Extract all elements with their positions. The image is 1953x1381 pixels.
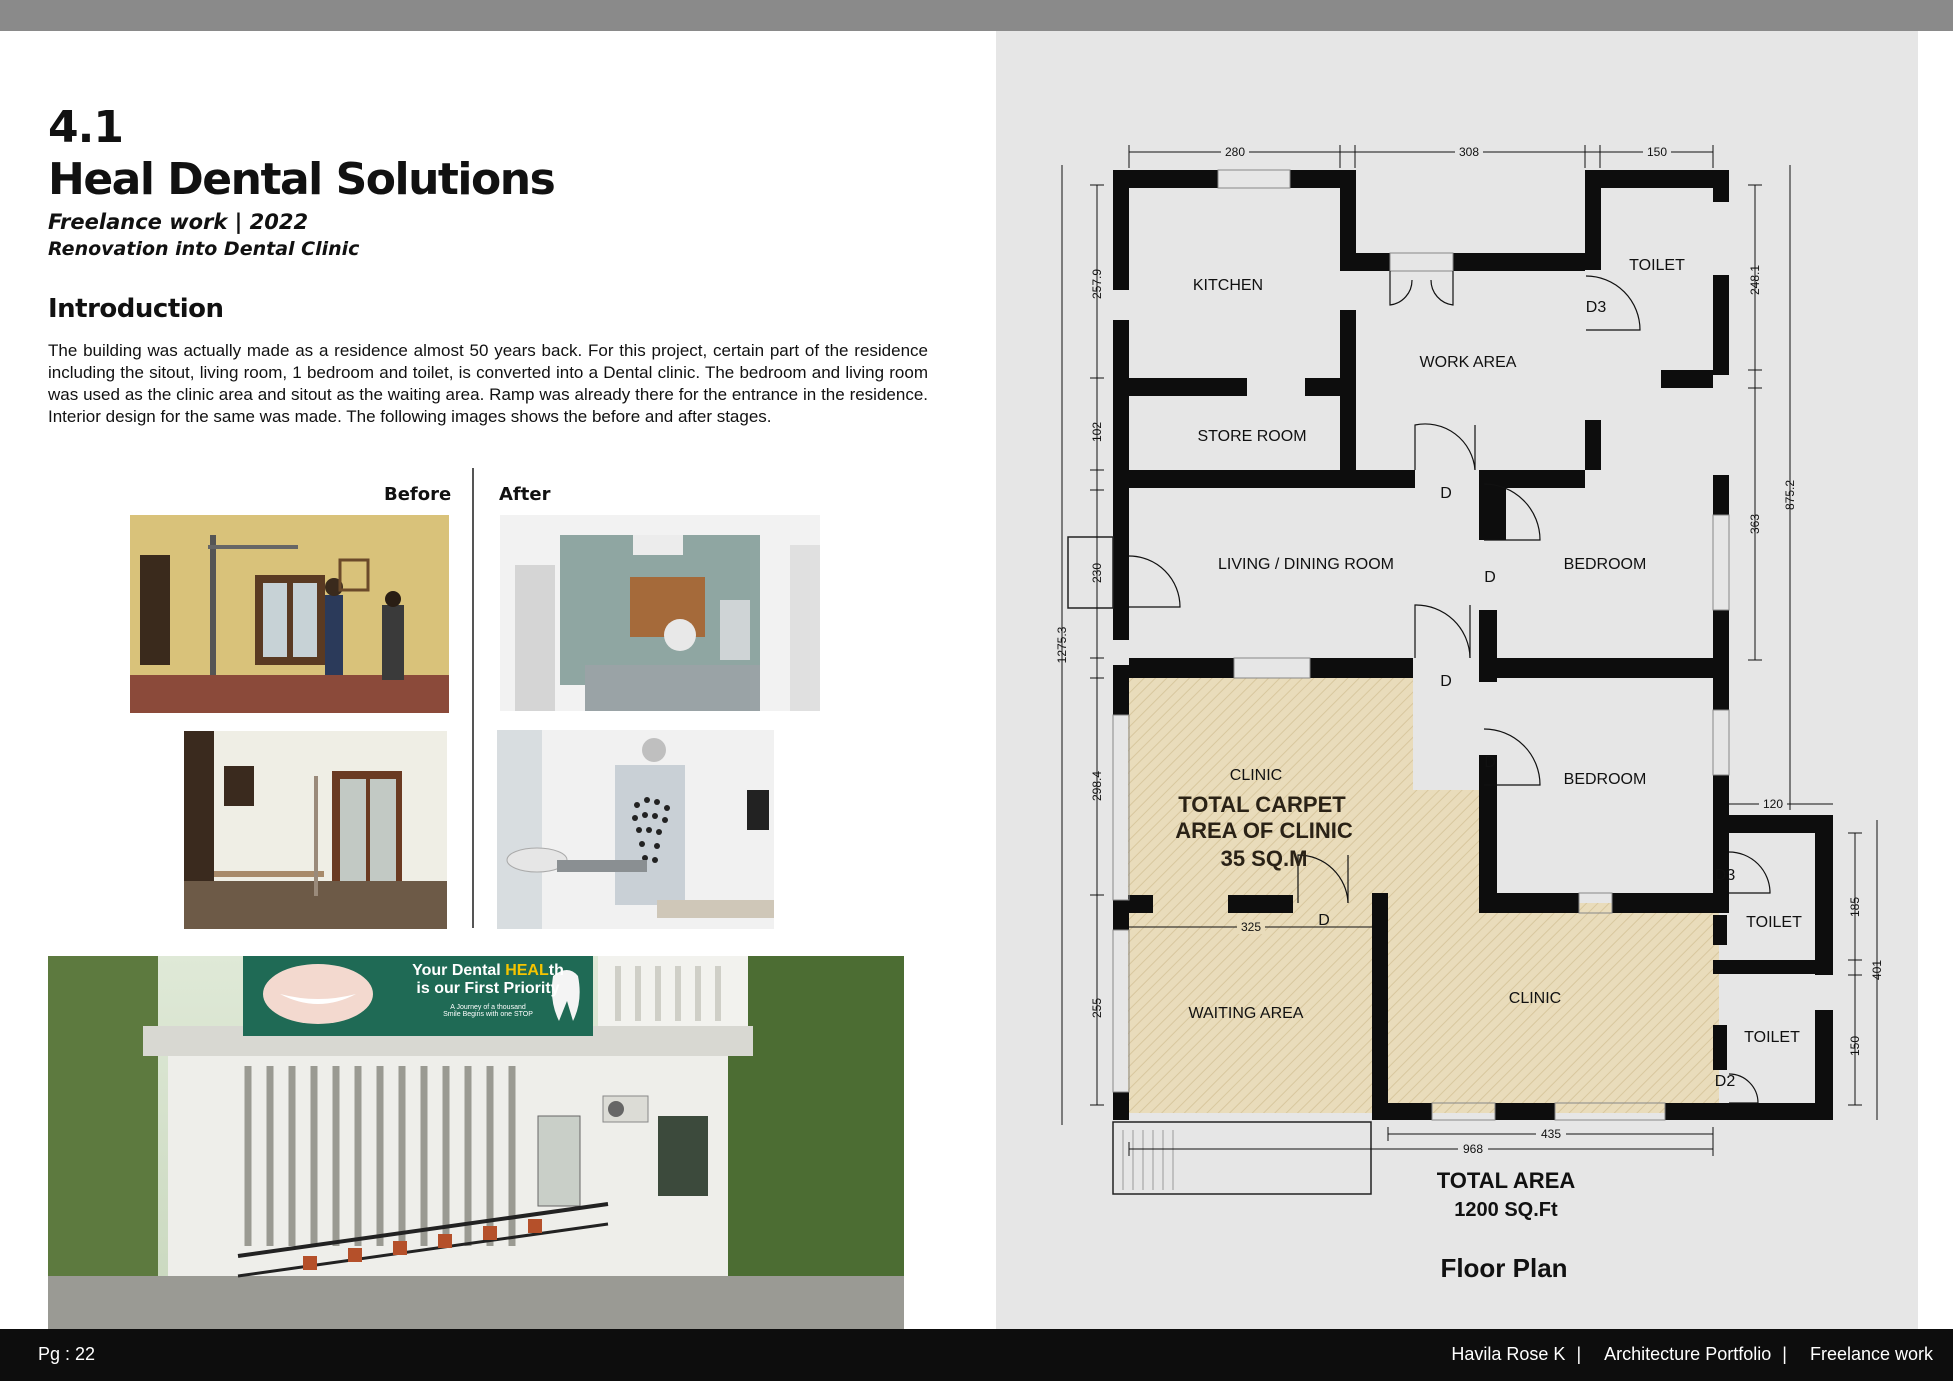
door-d-clinic: D [1318, 912, 1330, 929]
dim-left-total: 1275.3 [1055, 626, 1069, 664]
gallery-divider [472, 468, 474, 928]
door-d-bedroom: D [1440, 673, 1452, 690]
room-toilet-top: TOILET [1629, 257, 1685, 274]
signboard-line1-suffix: th [548, 962, 564, 979]
room-clinic: CLINIC [1508, 990, 1562, 1007]
section-number: 4.1 [48, 102, 123, 153]
door-d2: D2 [1714, 1073, 1736, 1090]
door-d-living: D [1484, 569, 1496, 586]
introduction-heading: Introduction [48, 294, 224, 324]
room-waiting: WAITING AREA [1188, 1005, 1304, 1022]
dim-waiting-325: 325 [1240, 920, 1262, 934]
dim-toilet-120: 120 [1762, 797, 1784, 811]
dim-bottom-968: 968 [1462, 1142, 1484, 1156]
after-photo-2 [497, 730, 774, 929]
signboard-tagline2: Smile Begins with one STOP [443, 1011, 533, 1018]
after-label: After [499, 484, 551, 505]
signboard-tagline1: A Journey of a thousand [450, 1004, 526, 1011]
subtitle-renovation: Renovation into Dental Clinic [48, 238, 360, 260]
room-store: STORE ROOM [1197, 428, 1307, 445]
dim-right-248: 248.1 [1748, 264, 1762, 296]
footer-portfolio: Architecture Portfolio [1604, 1344, 1772, 1364]
carpet-line1: TOTAL CARPET [1178, 792, 1346, 817]
before-photo-2 [184, 731, 447, 929]
floor-plan-title: Floor Plan [1440, 1253, 1568, 1283]
room-living: LIVING / DINING ROOM [1217, 556, 1395, 573]
door-d-bedroom2: D [1484, 754, 1496, 771]
room-kitchen: KITCHEN [1192, 277, 1264, 294]
footer [0, 1329, 1953, 1381]
dim-top-280: 280 [1224, 145, 1246, 159]
exterior-photo [48, 956, 904, 1329]
room-toilet-mid: TOILET [1746, 914, 1802, 931]
carpet-line2: AREA OF CLINIC [1175, 818, 1353, 843]
footer-separator-1: | [1576, 1344, 1582, 1364]
dim-bottom-435: 435 [1540, 1127, 1562, 1141]
signboard-line1-prefix: Your Dental [412, 962, 506, 979]
room-bedroom-2: BEDROOM [1563, 771, 1647, 788]
door-d-work: D [1440, 485, 1452, 502]
footer-category: Freelance work [1809, 1344, 1933, 1364]
room-work-area: WORK AREA [1419, 354, 1517, 371]
dim-left-257: 257.9 [1090, 268, 1104, 300]
total-area-value: 1200 SQ.Ft [1454, 1199, 1558, 1221]
dim-left-230: 230 [1090, 562, 1104, 584]
footer-credits [1445, 1344, 1933, 1365]
right-margin [1918, 31, 1953, 1329]
dim-right-150: 150 [1848, 1035, 1862, 1057]
footer-author: Havila Rose K [1451, 1344, 1566, 1364]
room-bedroom-1: BEDROOM [1563, 556, 1647, 573]
dim-right-875: 875.2 [1783, 479, 1797, 511]
signboard-text [398, 962, 578, 1018]
dim-left-255: 255 [1090, 997, 1104, 1019]
page-number: Pg : 22 [38, 1344, 96, 1364]
page-title: Heal Dental Solutions [48, 154, 555, 205]
after-photo-1 [500, 515, 820, 711]
total-area-label: TOTAL AREA [1436, 1168, 1576, 1193]
before-photo-1 [130, 515, 449, 713]
floor-plan [1040, 130, 1900, 1310]
door-d3-toilet: D3 [1714, 867, 1736, 884]
carpet-line3: 35 SQ.M [1220, 846, 1308, 871]
top-bar [0, 0, 1953, 31]
dim-left-298: 298.4 [1090, 770, 1104, 802]
dim-right-401: 401 [1870, 959, 1884, 981]
room-toilet-bottom: TOILET [1744, 1029, 1800, 1046]
signboard-line2: is our First Priority [416, 980, 560, 997]
before-label: Before [384, 484, 452, 505]
dim-right-363: 363 [1748, 513, 1762, 535]
door-d3-top: D3 [1585, 299, 1607, 316]
introduction-body: The building was actually made as a residence almost 50 years back. For this project, certain part of the residence including the sitout, living room, 1 bedroom and toilet, is converted into a Dental clinic. The bedroom and living room was used as the clinic area and sitout as the waiting area. Ramp was already there for the entrance in the residence. Interior design for the same was made. The following images shows the before and after stages. [48, 341, 928, 426]
signboard-heal: HEAL [505, 962, 549, 979]
dim-top-150: 150 [1646, 145, 1668, 159]
dim-right-185: 185 [1848, 896, 1862, 918]
subtitle-freelance: Freelance work | 2022 [48, 210, 309, 234]
dim-top-308: 308 [1458, 145, 1480, 159]
footer-separator-2: | [1782, 1344, 1787, 1364]
dim-left-102: 102 [1090, 421, 1104, 443]
room-clinic-small: CLINIC [1229, 767, 1283, 784]
